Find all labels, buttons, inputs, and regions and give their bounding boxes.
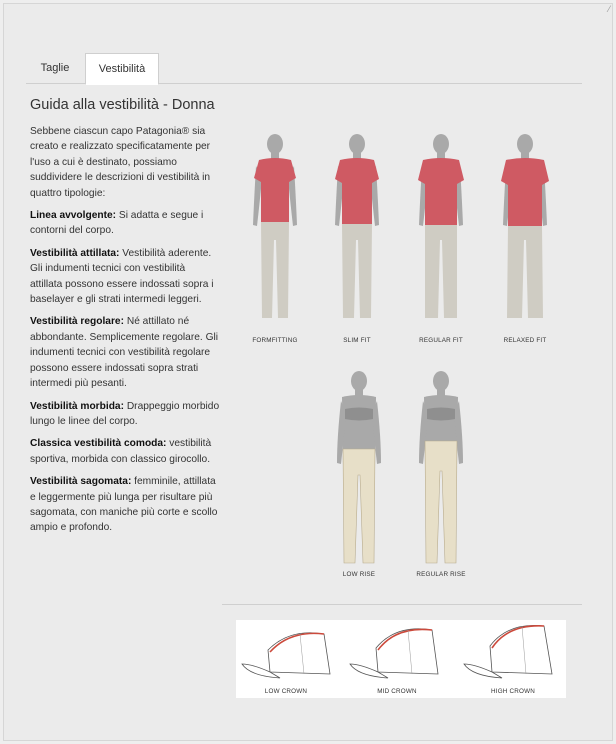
tab-taglie[interactable]: Taglie: [40, 62, 70, 74]
caption-low-crown: LOW CROWN: [264, 688, 308, 695]
fit-desc: Né attillato né abbondante. Semplicemente regolare. Gli indumenti tecnici con vestibilità regolare possono essere indossati sopra strati intermedi più pesanti.: [30, 316, 219, 390]
fit-item: [30, 436, 220, 467]
woman-figure-icon: [501, 134, 549, 318]
caption-regular-fit: REGULAR FIT: [419, 337, 463, 344]
fit-desc: Si adatta e segue i contorni del corpo.: [30, 210, 204, 237]
caption-regular-rise: REGULAR RISE: [416, 571, 466, 578]
fit-term: Vestibilità attillata:: [30, 247, 120, 259]
fit-item: [30, 474, 220, 536]
woman-figure-icon: [418, 134, 464, 318]
woman-figure-icon: [335, 134, 379, 318]
figure-regular-fit: [411, 130, 471, 330]
high-crown-cap-icon: [464, 625, 552, 678]
fit-item: [30, 246, 220, 308]
intro-text: Sebbene ciascun capo Patagonia® sia creato e realizzato specificatamente per l'uso a cui è destinato, possiamo suddividere le descrizioni di vestibilità in quattro tipologie:: [30, 126, 211, 199]
corner-mark-icon: ⁄: [608, 4, 610, 14]
fit-term: Vestibilità morbida:: [30, 400, 124, 412]
figure-relaxed-fit: [495, 130, 555, 330]
fit-term: Linea avvolgente:: [30, 210, 117, 222]
fit-term: Classica vestibilità comoda:: [30, 438, 167, 450]
caption-high-crown: HIGH CROWN: [491, 688, 535, 695]
fit-description-column: [30, 124, 220, 543]
cap-crown-illustration: [236, 620, 566, 698]
figure-formfitting: [245, 130, 305, 330]
fit-term: Vestibilità regolare:: [30, 316, 124, 328]
fit-desc: vestibilità sportiva, morbida con classico girocollo.: [30, 438, 212, 465]
figure-slim-fit: [327, 130, 387, 330]
section-divider: [222, 604, 582, 605]
caption-mid-crown: MID CROWN: [377, 688, 417, 695]
fit-desc: femminile, attillata e leggermente più lunga per risultare più sagomata, con maniche più corte e scollo ampio e profondo.: [30, 476, 218, 534]
caption-relaxed-fit: RELAXED FIT: [503, 337, 547, 344]
caption-formfitting: FORMFITTING: [252, 337, 298, 344]
fit-term: Vestibilità sagomata:: [30, 476, 132, 488]
tab-bar: [26, 53, 582, 84]
tab-vestibilita[interactable]: Vestibilità: [85, 53, 159, 85]
fit-item: [30, 208, 220, 239]
fit-desc: Drappeggio morbido lungo le linee del corpo.: [30, 400, 220, 427]
fit-item: [30, 399, 220, 430]
caption-slim-fit: SLIM FIT: [343, 337, 371, 344]
caption-low-rise: LOW RISE: [342, 571, 376, 578]
fit-item: [30, 314, 220, 391]
woman-figure-icon: [253, 134, 297, 318]
woman-figure-icon: [419, 371, 463, 563]
fit-desc: Vestibilità aderente. Gli indumenti tecnici con vestibilità attillata possono essere indossati sopra i baselayer e gli strati intermedi leggeri.: [30, 247, 214, 306]
low-crown-cap-icon: [242, 633, 330, 678]
page-title: Guida alla vestibilità - Donna: [30, 97, 215, 113]
woman-figure-icon: [337, 371, 381, 563]
figure-low-rise: [329, 367, 389, 567]
figure-regular-rise: [411, 367, 471, 567]
mid-crown-cap-icon: [350, 629, 438, 678]
